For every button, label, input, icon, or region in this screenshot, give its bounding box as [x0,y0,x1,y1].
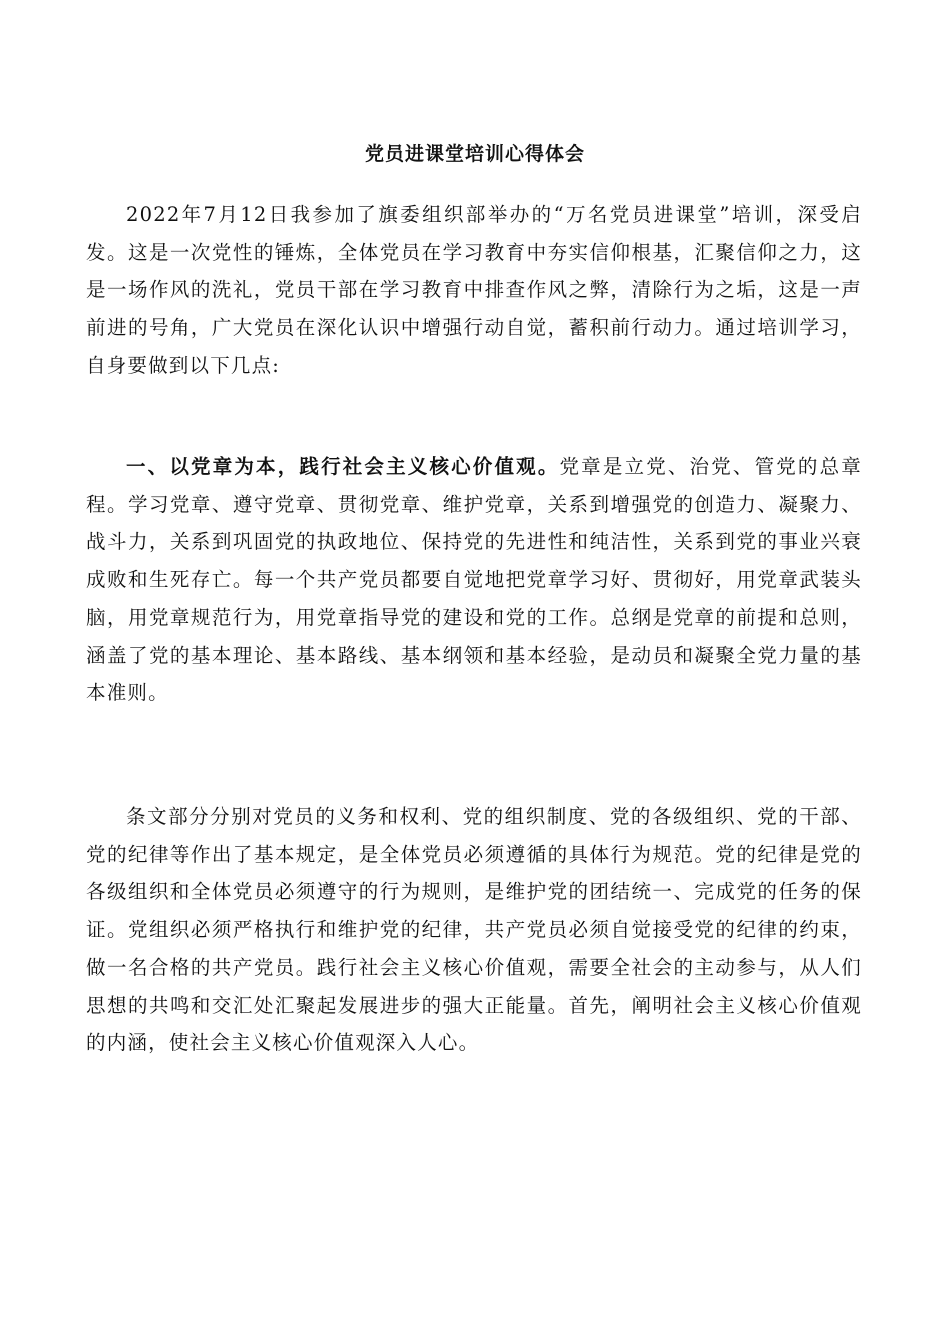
paragraph-text: 2022年7月12日我参加了旗委组织部举办的“万名党员进课堂”培训，深受启发。这是一次党性的锤炼，全体党员在学习教育中夯实信仰根基，汇聚信仰之力，这是一场作风的洗礼，党员干部在学习教育中排查作风之弊，清除行为之垢，这是一声前进的号角，广大党员在深化认识中增强行动自觉，蓄积前行动力。通过培训学习，自身要做到以下几点: [86,203,862,377]
paragraph-section-one [86,448,862,712]
paragraph-text: 条文部分分别对党员的义务和权利、党的组织制度、党的各级组织、党的干部、党的纪律等作出了基本规定，是全体党员必须遵循的具体行为规范。党的纪律是党的各级组织和全体党员必须遵守的行为规则，是维护党的团结统一、完成党的任务的保证。党组织必须严格执行和维护党的纪律，共产党员必须自觉接受党的纪律的约束，做一名合格的共产党员。践行社会主义核心价值观，需要全社会的主动参与，从人们思想的共鸣和交汇处汇聚起发展进步的强大正能量。首先，阐明社会主义核心价值观的内涵，使社会主义核心价值观深入人心。 [86,805,862,1055]
paragraph-intro [86,196,862,385]
section-heading: 一、以党章为本，践行社会主义核心价值观。 [126,455,560,478]
document-title: 党员进课堂培训心得体会 [364,143,585,165]
paragraph-articles [86,798,862,1062]
paragraph-text: 党章是立党、治党、管党的总章程。学习党章、遵守党章、贯彻党章、维护党章，关系到增强党的创造力、凝聚力、战斗力，关系到巩固党的执政地位、保持党的先进性和纯洁性，关系到党的事业兴衰成败和生死存亡。每一个共产党员都要自觉地把党章学习好、贯彻好，用党章武装头脑，用党章规范行为，用党章指导党的建设和党的工作。总纲是党章的前提和总则，涵盖了党的基本理论、基本路线、基本纲领和基本经验，是动员和凝聚全党力量的基本准则。 [86,455,862,705]
